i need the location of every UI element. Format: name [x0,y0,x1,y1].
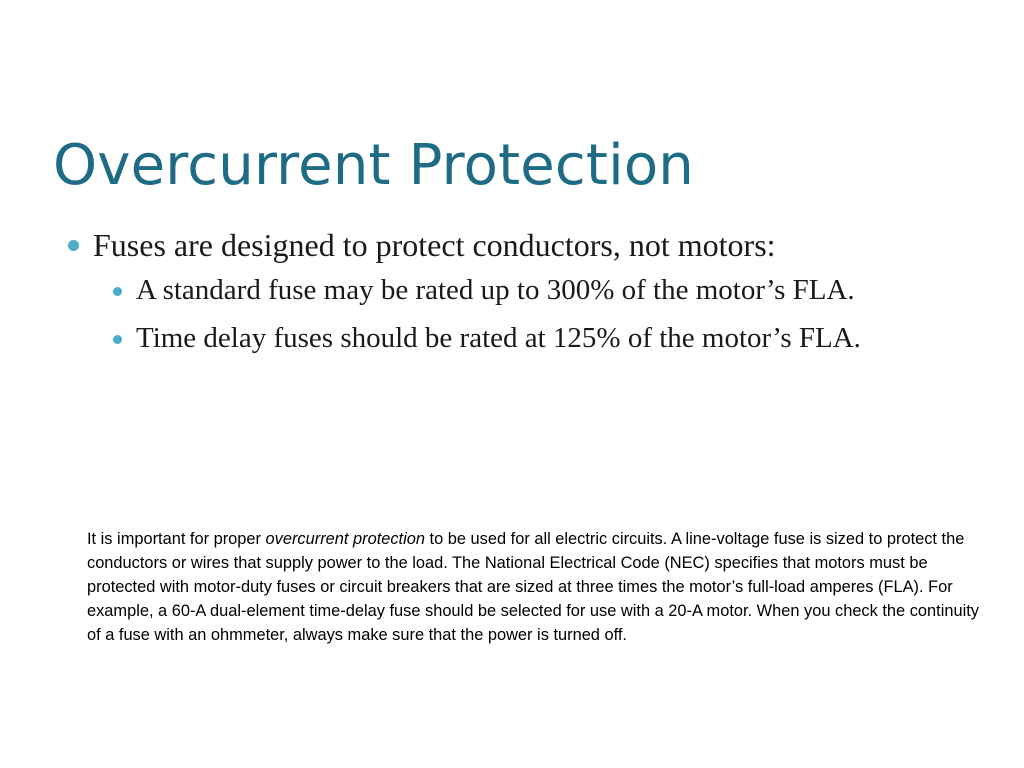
sub-bullet-text: Time delay fuses should be rated at 125% of the motor’s FLA. [136,322,861,354]
sub-bullet-dot-icon [113,335,122,344]
sub-bullet-list [93,270,994,358]
bullet-text: Fuses are designed to protect conductors, not motors: [93,227,776,263]
sub-bullet-text: A standard fuse may be rated up to 300% of the motor’s FLA. [136,274,855,306]
sub-bullet-item [93,318,994,358]
notes-emphasis: overcurrent protection [265,530,425,548]
notes-paragraph [87,527,982,647]
notes-text-start: It is important for proper [87,530,266,548]
notes-text-end: to be used for all electric circuits. A line-voltage fuse is sized to protect the conductors or wires that supply power to the load. The National Electrical Code (NEC) specifies that motors must be protected with motor-duty fuses or circuit breakers that are sized at three times the motor’s full-load amperes (FLA). For example, a 60-A dual-element time-delay fuse should be selected for use with a 20-A motor. When you check the continuity of a fuse with an ohmmeter, always make sure that the power is turned off. [87,530,979,644]
sub-bullet-dot-icon [113,287,122,296]
bullet-dot-icon [68,240,79,251]
bullet-item [64,222,994,358]
sub-bullet-item [93,270,994,310]
slide-title: Overcurrent Protection [53,133,694,198]
bullet-list [64,222,994,366]
